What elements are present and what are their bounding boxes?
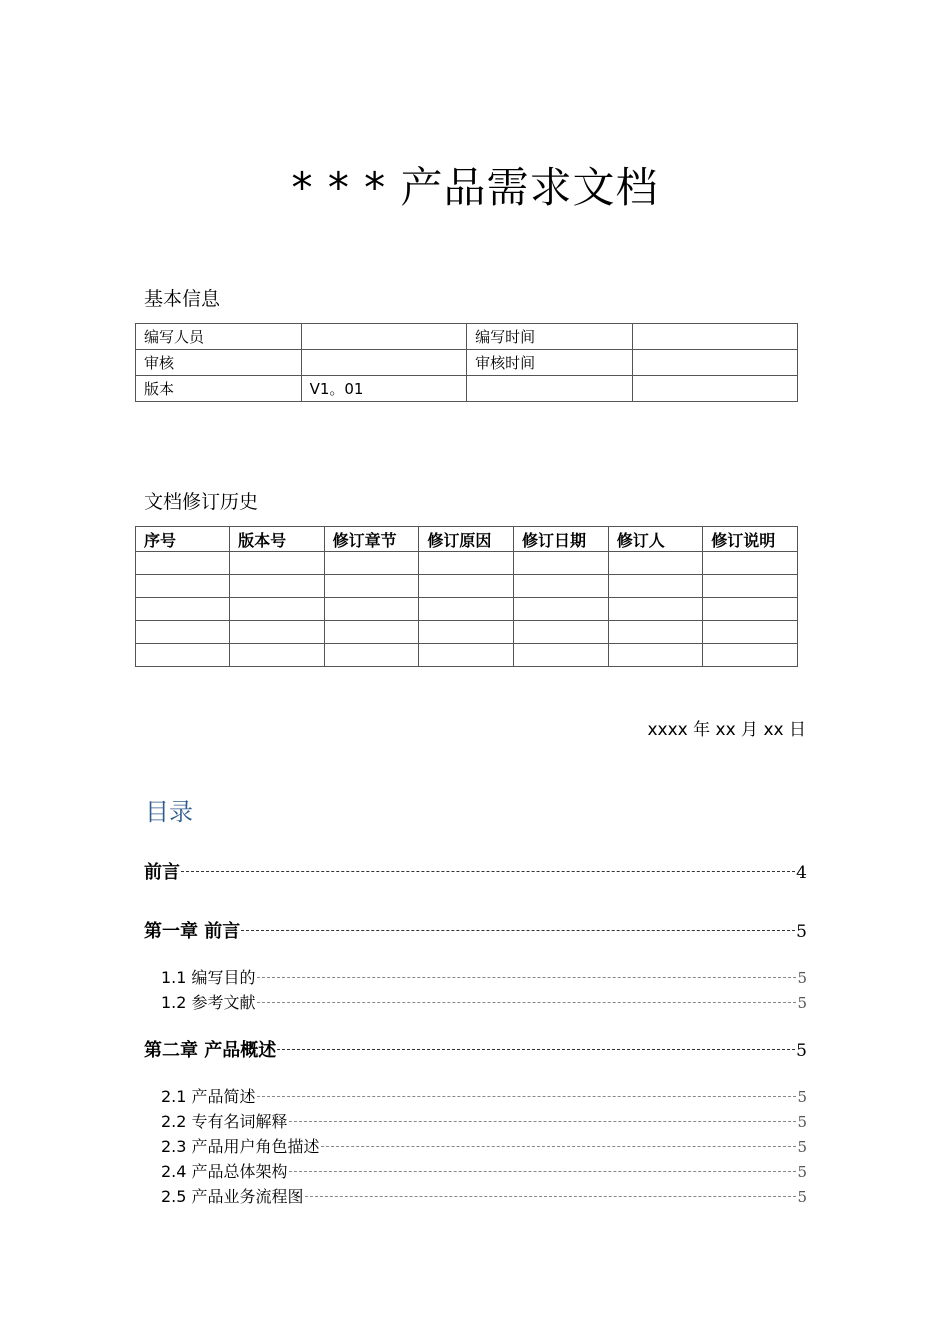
toc-page-number: 5 (796, 1041, 807, 1061)
table-row (136, 575, 798, 598)
table-cell (230, 644, 324, 667)
table-row (136, 350, 798, 376)
toc-page-number: 5 (797, 1113, 807, 1131)
toc-page-number: 5 (797, 1088, 807, 1106)
table-cell (136, 598, 230, 621)
table-cell (419, 575, 514, 598)
table-row (136, 552, 798, 575)
toc-entry-label: 1.1 编写目的 (161, 968, 256, 987)
table-cell (703, 575, 798, 598)
toc-page-number: 5 (797, 994, 807, 1012)
table-row (136, 644, 798, 667)
table-cell (608, 598, 702, 621)
toc-entry[interactable] (161, 1086, 807, 1108)
table-cell (230, 598, 324, 621)
toc-leader (321, 1146, 797, 1147)
table-cell (301, 350, 467, 376)
table-header-row (136, 527, 798, 552)
table-cell (324, 598, 419, 621)
column-header: 修订人 (608, 527, 702, 552)
toc-entry-label: 2.3 产品用户角色描述 (161, 1137, 320, 1156)
table-cell (419, 621, 514, 644)
table-cell (514, 621, 609, 644)
basic-info-table (135, 323, 798, 402)
toc-entry[interactable] (161, 1111, 807, 1133)
column-header: 序号 (136, 527, 230, 552)
column-header: 修订章节 (324, 527, 419, 552)
toc-entry[interactable] (161, 967, 807, 989)
table-row (136, 598, 798, 621)
toc-leader (305, 1196, 797, 1197)
table-cell (230, 575, 324, 598)
table-cell (608, 621, 702, 644)
table-cell: 审核时间 (467, 350, 633, 376)
table-cell (703, 644, 798, 667)
table-cell: V1。01 (301, 376, 467, 402)
table-cell (514, 552, 609, 575)
toc-entry-label: 前言 (144, 862, 180, 883)
table-cell (703, 598, 798, 621)
toc-leader (257, 1096, 797, 1097)
table-cell: 审核 (136, 350, 302, 376)
table-cell (632, 350, 797, 376)
table-cell (467, 376, 633, 402)
toc-entry-label: 2.5 产品业务流程图 (161, 1187, 304, 1206)
toc-entry[interactable] (144, 860, 807, 886)
column-header: 修订日期 (514, 527, 609, 552)
table-cell (632, 376, 797, 402)
table-cell (608, 644, 702, 667)
column-header: 修订原因 (419, 527, 514, 552)
table-cell (324, 644, 419, 667)
toc-entry[interactable] (144, 919, 807, 945)
toc-page-number: 5 (797, 1138, 807, 1156)
toc-entry[interactable] (161, 1186, 807, 1208)
toc-page-number: 4 (796, 863, 807, 883)
table-cell (419, 552, 514, 575)
table-cell (632, 324, 797, 350)
toc-entry-label: 2.4 产品总体架构 (161, 1162, 288, 1181)
table-cell (324, 575, 419, 598)
table-cell (514, 644, 609, 667)
toc-title: 目录 (145, 798, 193, 826)
table-row (136, 621, 798, 644)
toc-entry[interactable] (161, 992, 807, 1014)
table-cell (230, 621, 324, 644)
toc-leader (181, 871, 795, 872)
table-row (136, 324, 798, 350)
toc-leader (277, 1049, 795, 1050)
table-cell (136, 552, 230, 575)
toc-entry-label: 2.2 专有名词解释 (161, 1112, 288, 1131)
table-cell (514, 575, 609, 598)
toc-entry[interactable] (161, 1161, 807, 1183)
table-cell: 编写人员 (136, 324, 302, 350)
table-cell (136, 644, 230, 667)
toc-entry[interactable] (161, 1136, 807, 1158)
table-cell (703, 621, 798, 644)
table-cell (301, 324, 467, 350)
table-cell (703, 552, 798, 575)
table-cell: 编写时间 (467, 324, 633, 350)
toc-leader (257, 1002, 797, 1003)
toc-entry-label: 第二章 产品概述 (144, 1040, 277, 1061)
table-cell (608, 575, 702, 598)
document-title: * * * 产品需求文档 (291, 163, 659, 212)
revision-history-table (135, 526, 798, 667)
document-date: xxxx 年 xx 月 xx 日 (647, 720, 806, 740)
toc-entry-label: 2.1 产品简述 (161, 1087, 256, 1106)
toc-leader (241, 930, 795, 931)
revision-history-label: 文档修订历史 (144, 491, 259, 513)
table-cell (608, 552, 702, 575)
table-row (136, 376, 798, 402)
table-cell (419, 644, 514, 667)
toc-page-number: 5 (797, 1188, 807, 1206)
table-cell (514, 598, 609, 621)
toc-page-number: 5 (796, 922, 807, 942)
column-header: 修订说明 (703, 527, 798, 552)
table-cell (419, 598, 514, 621)
toc-page-number: 5 (797, 969, 807, 987)
table-cell (136, 575, 230, 598)
table-cell (324, 621, 419, 644)
toc-entry[interactable] (144, 1038, 807, 1064)
table-cell (230, 552, 324, 575)
table-cell: 版本 (136, 376, 302, 402)
toc-leader (257, 977, 797, 978)
basic-info-label: 基本信息 (144, 288, 221, 310)
toc-entry-label: 1.2 参考文献 (161, 993, 256, 1012)
column-header: 版本号 (230, 527, 324, 552)
toc-leader (289, 1121, 797, 1122)
toc-entry-label: 第一章 前言 (144, 921, 241, 942)
toc-page-number: 5 (797, 1163, 807, 1181)
table-cell (136, 621, 230, 644)
table-cell (324, 552, 419, 575)
toc-leader (289, 1171, 797, 1172)
